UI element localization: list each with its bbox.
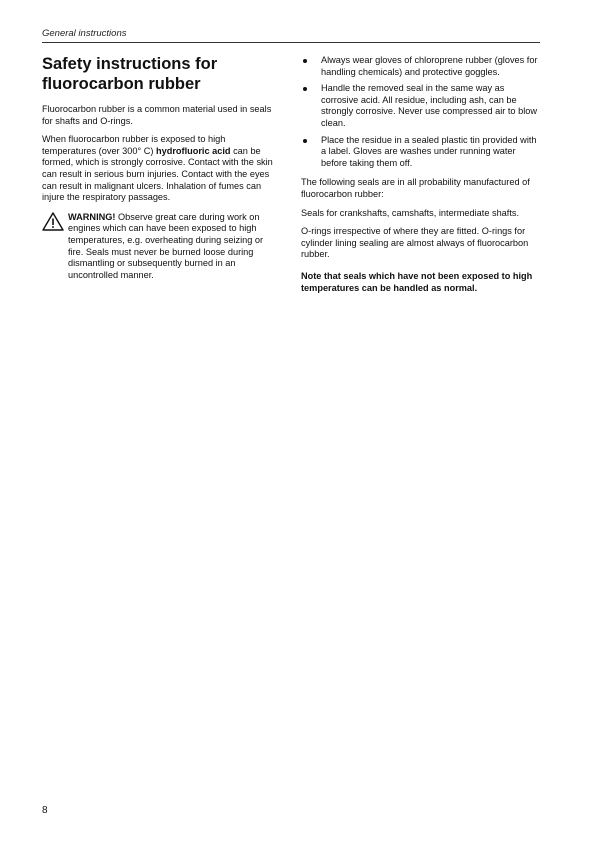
warning-text: Observe great care during work on engines which can have been exposed to high temperatures, e.g. overheating during seizing or fire. Seals must never be burned loose during dismantling or subsequently burned in an uncontrolled manner. [68, 211, 264, 280]
bullet-icon [303, 59, 307, 63]
bullet-icon [303, 139, 307, 143]
precautions-list [301, 55, 541, 169]
exposure-text-after: can be formed, which is strongly corrosive. Contact with the skin can result in serious burn injuries. Contact with the eyes can result in malignant ulcers. Inhalation of fumes can injure the respiratory passages. [42, 145, 273, 203]
right-column [301, 55, 541, 301]
heading-line-1: Safety instructions for [42, 55, 218, 73]
list-item-text: Handle the removed seal in the same way as corrosive acid. All residue, including ash, can be strongly corrosive. Never use compressed air to blow clean. [321, 83, 537, 128]
list-item-text: Place the residue in a sealed plastic tin provided with a label. Gloves are washes under running water before taking them off. [321, 134, 537, 168]
crankshaft-seals-paragraph: Seals for crankshafts, camshafts, intermediate shafts. [301, 207, 520, 218]
warning-paragraph [68, 212, 278, 282]
handling-note: Note that seals which have not been exposed to high temperatures can be handled as normal. [301, 270, 533, 293]
section-heading [42, 54, 278, 94]
seals-intro-paragraph: The following seals are in all probability manufactured of fluorocarbon rubber: [301, 177, 530, 199]
list-item [301, 83, 541, 129]
o-rings-paragraph: O-rings irrespective of where they are fitted. O-rings for cylinder lining sealing are almost always of fluorocarbon rubber. [301, 226, 529, 260]
page-number: 8 [42, 805, 48, 816]
warning-label: WARNING! [68, 211, 116, 222]
running-header: General instructions [42, 28, 127, 39]
bullet-icon [303, 87, 307, 91]
left-column [42, 54, 278, 288]
heading-line-2: fluorocarbon rubber [42, 75, 201, 93]
header-rule [42, 42, 540, 43]
warning-block [42, 212, 278, 282]
list-item [301, 55, 541, 78]
list-item [301, 135, 541, 170]
list-item-text: Always wear gloves of chloroprene rubber (gloves for handling chemicals) and protective goggles. [321, 55, 538, 77]
exposure-paragraph [42, 134, 278, 204]
warning-triangle-icon [42, 212, 64, 231]
intro-paragraph: Fluorocarbon rubber is a common material used in seals for shafts and O-rings. [42, 104, 272, 126]
exposure-text-before: When fluorocarbon rubber is exposed to high temperatures (over 300° C) [42, 134, 226, 156]
hydrofluoric-acid-term: hydrofluoric acid [155, 145, 231, 156]
